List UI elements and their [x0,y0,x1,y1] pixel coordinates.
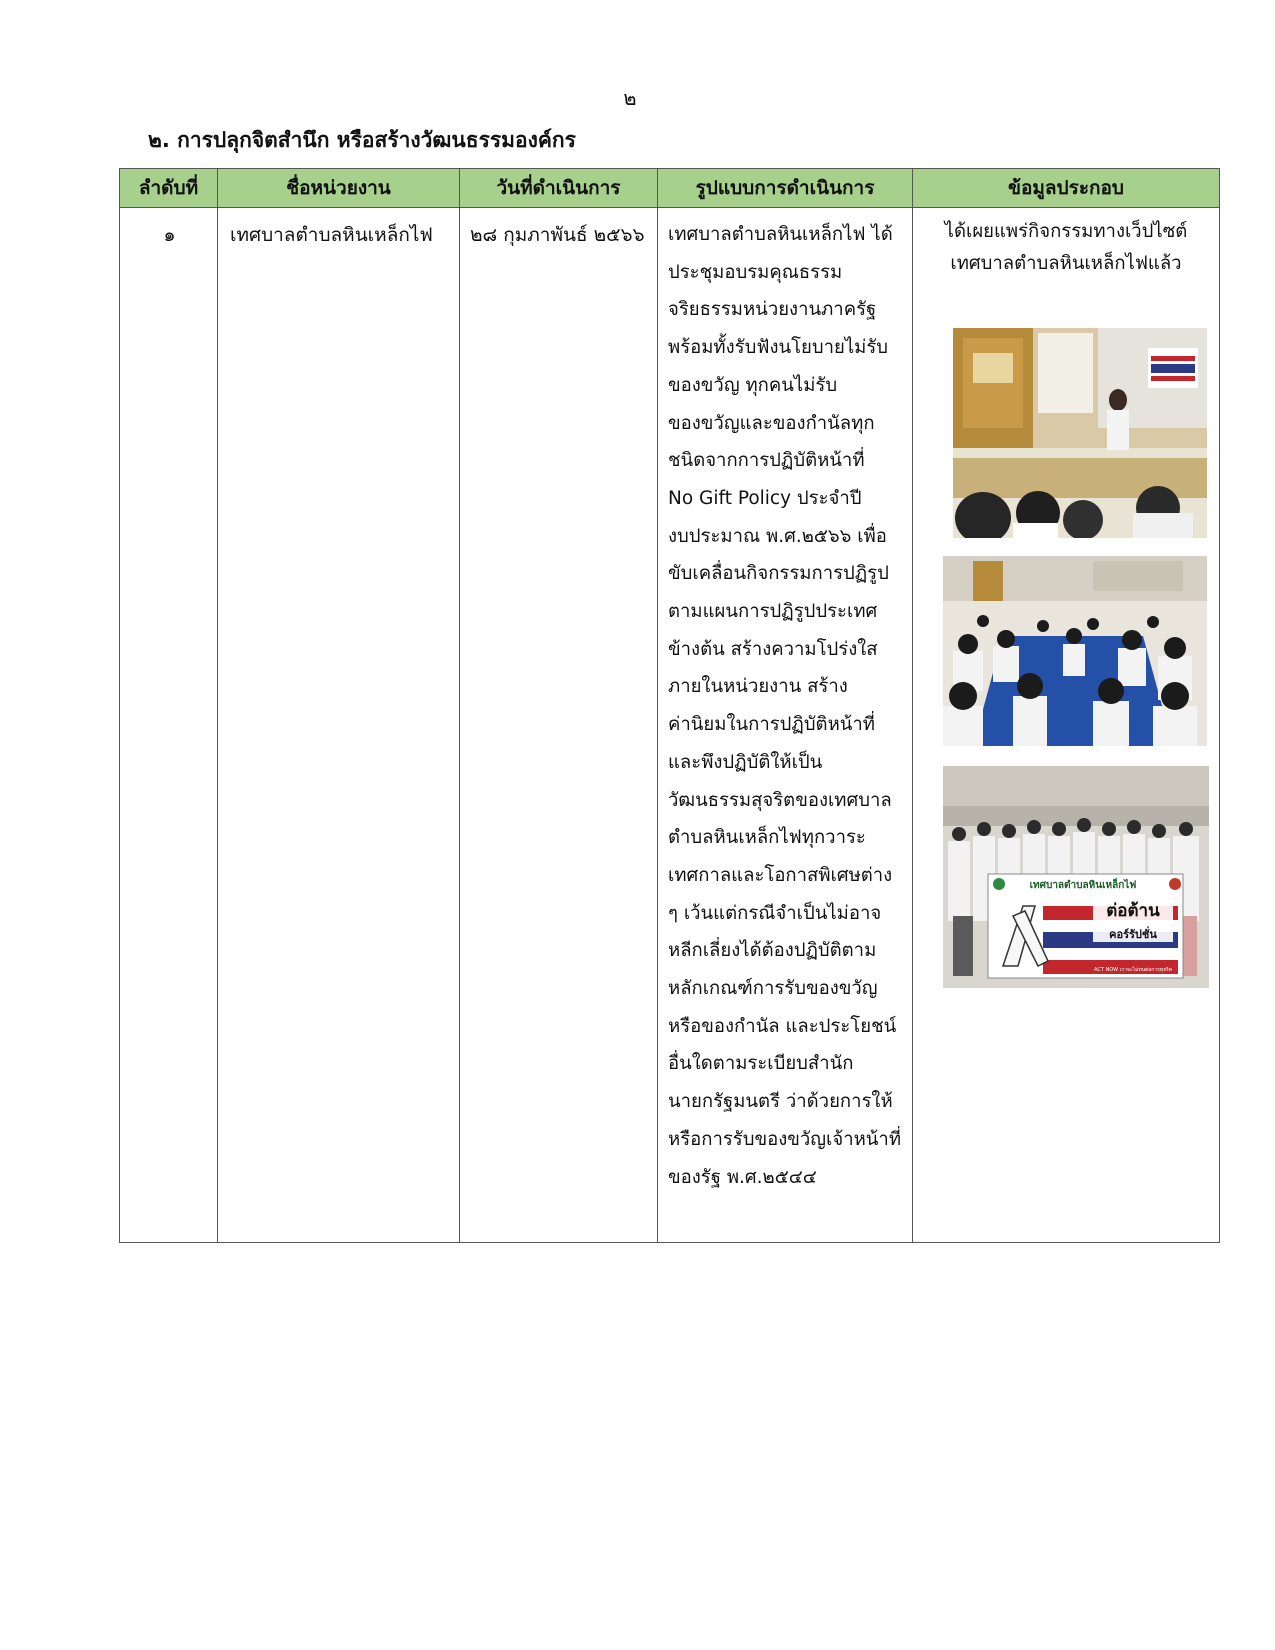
description-line: หรือของกำนัล และประโยชน์ [668,1015,897,1037]
page-number: ๒ [623,86,637,110]
method-description [658,208,912,1196]
cell-date [460,208,658,1243]
description-line: ชนิดจากการปฏิบัติหน้าที่ [668,450,865,472]
description-line: ขับเคลื่อนกิจกรรมการปฏิรูป [668,563,889,585]
description-line: วัฒนธรรมสุจริตของเทศบาล [668,789,892,811]
section-title: ๒. การปลุกจิตสำนึก หรือสร้างวัฒนธรรมองค์กร [148,128,576,152]
info-line: เทศบาลตำบลหินเหล็กไฟแล้ว [950,253,1182,274]
description-line: ของขวัญ ทุกคนไม่รับ [668,374,838,396]
description-line: ค่านิยมในการปฏิบัติหน้าที่ [668,714,875,736]
header-agency: ชื่อหน่วยงาน [218,169,460,208]
description-line: ข้างต้น สร้างความโปร่งใส [668,638,878,660]
audience-photo-image [943,556,1207,746]
banner-org-name: เทศบาลตำบลหินเหล็กไฟ [1029,880,1137,891]
cell-order [120,208,218,1243]
description-line: หลีกเลี่ยงได้ต้องปฏิบัติตาม [668,940,877,962]
description-line: พร้อมทั้งรับฟังนโยบายไม่รับ [668,337,889,359]
description-line: นายกรัฐมนตรี ว่าด้วยการให้ [668,1091,893,1113]
description-line: ของขวัญและของกำนัลทุก [668,412,875,434]
description-line: ของรัฐ พ.ศ.๒๕๔๔ [668,1166,817,1188]
banner-slogan-1: ต่อต้าน [1106,901,1160,921]
description-line: จริยธรรมหน่วยงานภาครัฐ [668,299,877,321]
description-line: หรือการรับของขวัญเจ้าหน้าที่ [668,1128,902,1150]
header-order: ลำดับที่ [120,169,218,208]
date-value: ๒๘ กุมภาพันธ์ ๒๕๖๖ [470,224,645,246]
speaker-photo-image [953,328,1207,538]
description-line: No Gift Policy ประจำปี [668,487,862,509]
activity-photo-audience [943,556,1207,746]
description-line: งบประมาณ พ.ศ.๒๕๖๖ เพื่อ [668,525,887,547]
header-date: วันที่ดำเนินการ [460,169,658,208]
description-line: ประชุมอบรมคุณธรรม [668,261,843,283]
info-text [913,208,1219,280]
order-value: ๑ [163,224,176,246]
header-method: รูปแบบการดำเนินการ [658,169,913,208]
activity-photo-group [943,766,1209,988]
cell-method [658,208,913,1243]
cell-agency [218,208,460,1243]
description-line: เทศบาลตำบลหินเหล็กไฟ ได้ [668,224,893,245]
agency-value: เทศบาลตำบลหินเหล็กไฟ [230,224,433,246]
info-line: ได้เผยแพร่กิจกรรมทางเว็ปไซต์ [944,221,1188,242]
description-line: ตำบลหินเหล็กไฟทุกวาระ [668,827,866,849]
description-line: หลักเกณฑ์การรับของขวัญ [668,978,878,1000]
description-line: เทศกาลและโอกาสพิเศษต่าง [668,864,893,886]
description-line: ๆ เว้นแต่กรณีจำเป็นไม่อาจ [668,902,882,924]
table-header-row [120,169,1220,208]
description-line: ภายในหน่วยงาน สร้าง [668,676,848,698]
activity-photo-speaker [953,328,1207,538]
group-photo-image [943,766,1209,988]
banner-small: ACT NOW เราจะไม่ทนต่อการทุจริต [1094,967,1172,973]
banner-slogan-2: คอร์รัปชั่น [1109,928,1157,941]
description-line: อื่นใดตามระเบียบสำนัก [668,1053,854,1075]
description-line: และพึงปฏิบัติให้เป็น [668,751,823,773]
description-line: ตามแผนการปฏิรูปประเทศ [668,601,878,623]
header-info: ข้อมูลประกอบ [913,169,1220,208]
